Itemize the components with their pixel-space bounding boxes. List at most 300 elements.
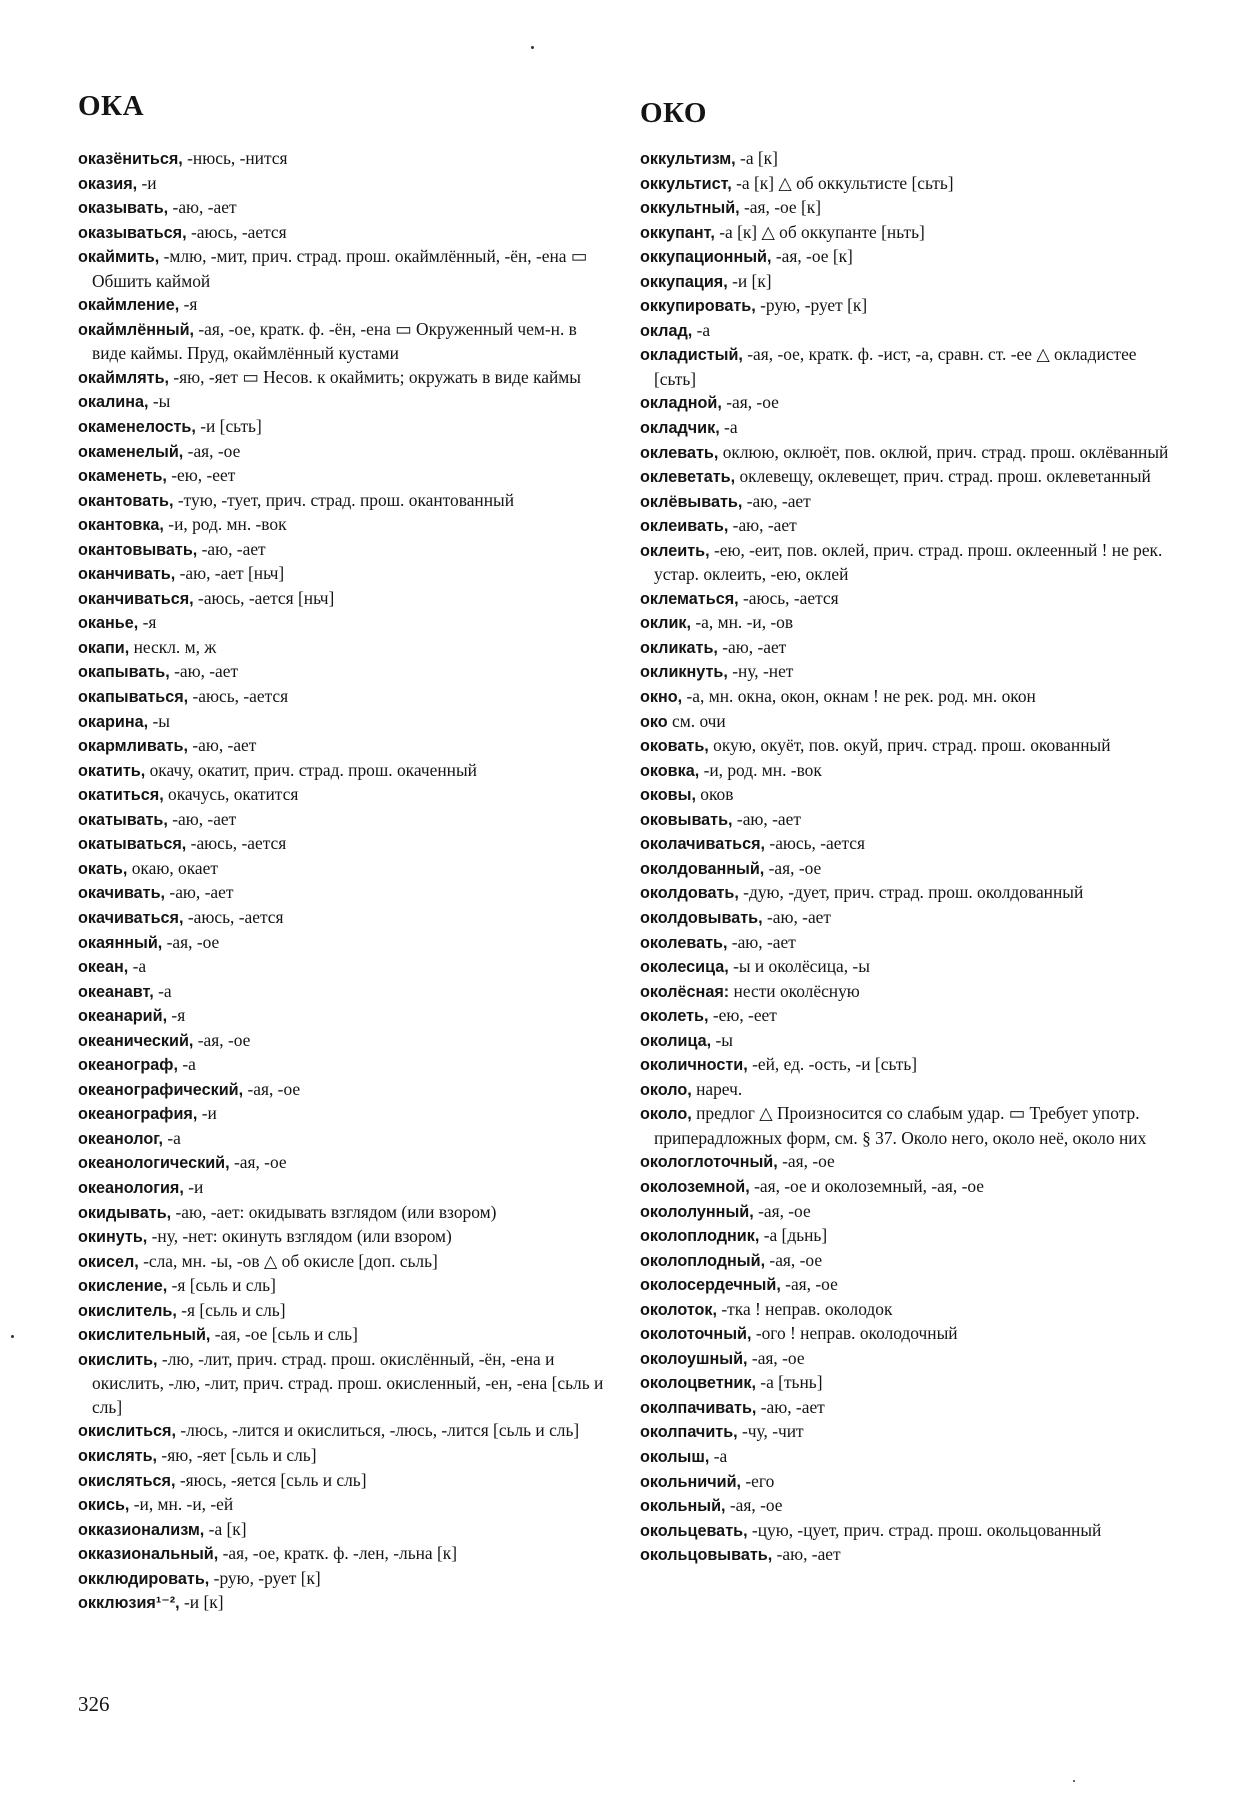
entry-headword: океанарий, bbox=[78, 1007, 168, 1026]
entry-definition: -лю, -лит, прич. страд. прош. окислённый, -ён, -ена и окислить, -лю, -лит, прич. страд. прош. окисленный, -ен, -ена [сьль и сль] bbox=[92, 1348, 604, 1417]
entry-definition: -а bbox=[153, 980, 172, 1001]
entry-definition: -люсь, -лится и окислиться, -люсь, -лится [сьль и сль] bbox=[176, 1420, 580, 1441]
entry-definition: -я [сьль и сль] bbox=[167, 1275, 276, 1296]
entry-definition: -ну, -нет: окинуть взглядом (или взором) bbox=[147, 1226, 452, 1247]
entry-definition: -и, мн. -и, -ей bbox=[129, 1494, 234, 1515]
entry-definition: -а, мн. окна, окон, окнам ! не рек. род. мн. окон bbox=[682, 686, 1036, 707]
entry-definition: -нюсь, -нится bbox=[182, 148, 288, 168]
dictionary-entry bbox=[78, 440, 608, 465]
entry-headword: околачиваться, bbox=[640, 835, 766, 854]
entry-headword: оканчивать, bbox=[78, 565, 176, 584]
dictionary-entry bbox=[640, 1445, 1170, 1470]
entry-headword: окаймление, bbox=[78, 296, 180, 315]
entry-definition: -аюсь, -ается bbox=[183, 906, 284, 927]
entry-definition: -аю, -ает bbox=[772, 1544, 841, 1565]
dictionary-entry bbox=[640, 1322, 1170, 1347]
entry-headword: окислиться, bbox=[78, 1422, 177, 1441]
entry-definition: -а [к] △ об оккультисте [сьть] bbox=[731, 172, 954, 193]
entry-headword: океанографический, bbox=[78, 1080, 244, 1099]
entry-headword: окись, bbox=[78, 1496, 130, 1515]
dictionary-entry bbox=[640, 611, 1170, 636]
dictionary-entry bbox=[640, 685, 1170, 710]
entry-headword: околпачить, bbox=[640, 1423, 738, 1442]
dictionary-entry bbox=[78, 955, 608, 980]
entry-definition: оков bbox=[695, 784, 734, 805]
entry-definition: -ая, -ое bbox=[753, 1200, 811, 1221]
entry-headword: оклад, bbox=[640, 321, 693, 340]
entry-headword: окликать, bbox=[640, 638, 718, 657]
dictionary-entry bbox=[640, 710, 1170, 735]
dictionary-entry bbox=[640, 245, 1170, 270]
entry-definition: -ну, -нет bbox=[727, 661, 794, 682]
entry-headword: окклюдировать, bbox=[78, 1569, 210, 1588]
dictionary-entry bbox=[640, 465, 1170, 490]
entry-headword: океанический, bbox=[78, 1031, 194, 1050]
dictionary-entry bbox=[78, 293, 608, 318]
entry-headword: окапываться, bbox=[78, 688, 189, 707]
dictionary-entry bbox=[640, 319, 1170, 344]
dictionary-entry bbox=[640, 441, 1170, 466]
entry-headword: окисел, bbox=[78, 1252, 139, 1271]
entry-definition: -ая, -ое bbox=[721, 392, 779, 413]
entry-definition: -ею, -еет bbox=[166, 465, 236, 486]
entry-definition: -рую, -рует [к] bbox=[755, 295, 868, 316]
dictionary-entry bbox=[640, 391, 1170, 416]
entry-headword: окислительный, bbox=[78, 1326, 211, 1345]
dictionary-entry bbox=[78, 783, 608, 808]
running-head-right: ОКО bbox=[640, 97, 707, 129]
entry-headword: океанологический, bbox=[78, 1154, 230, 1173]
dictionary-entry bbox=[78, 1493, 608, 1518]
entry-definition: -аюсь, -ается bbox=[738, 587, 839, 608]
dictionary-entry bbox=[640, 832, 1170, 857]
entry-headword: окарина, bbox=[78, 712, 149, 731]
dictionary-entry bbox=[78, 1567, 608, 1592]
entry-definition: -я bbox=[138, 612, 157, 633]
entry-definition: окачу, окатит, прич. страд. прош. окаченный bbox=[145, 759, 477, 780]
entry-definition: -аю, -ает bbox=[762, 906, 831, 927]
dictionary-entry bbox=[78, 980, 608, 1005]
entry-definition: -ая, -ое bbox=[193, 1029, 251, 1050]
entry-definition: -аюсь, -ается bbox=[765, 833, 866, 854]
entry-headword: окантовывать, bbox=[78, 540, 198, 559]
entry-headword: окатывать, bbox=[78, 810, 168, 829]
entry-headword: околоплодный, bbox=[640, 1251, 766, 1270]
entry-headword: оклеить, bbox=[640, 541, 710, 560]
entry-headword: околичности, bbox=[640, 1056, 748, 1075]
dictionary-entry bbox=[640, 1470, 1170, 1495]
dictionary-entry bbox=[78, 832, 608, 857]
dictionary-entry bbox=[640, 196, 1170, 221]
dictionary-entry bbox=[640, 906, 1170, 931]
entry-definition: -а [дьнь] bbox=[759, 1225, 828, 1246]
entry-headword: окаймлять, bbox=[78, 368, 170, 387]
entry-headword: около, bbox=[640, 1105, 692, 1124]
entry-definition: -ая, -ое bbox=[229, 1152, 287, 1173]
entry-definition: -ая, -ое bbox=[764, 857, 822, 878]
dictionary-entry bbox=[78, 906, 608, 931]
entry-definition: -аю, -ает: окидывать взглядом (или взором) bbox=[171, 1201, 497, 1222]
entry-headword: окатиться, bbox=[78, 786, 164, 805]
entry-definition: -аю, -ает bbox=[728, 515, 797, 536]
dictionary-entry bbox=[78, 390, 608, 415]
dictionary-entry bbox=[78, 857, 608, 882]
entry-definition: -сла, мн. -ы, -ов △ об окисле [доп. сьль] bbox=[138, 1250, 438, 1271]
dictionary-entry bbox=[640, 490, 1170, 515]
entry-definition: -и [к] bbox=[727, 270, 772, 291]
entry-definition: -ая, -ое [сьль и сль] bbox=[210, 1324, 358, 1345]
entry-headword: оккультист, bbox=[640, 174, 732, 193]
entry-headword: оковы, bbox=[640, 786, 696, 805]
dictionary-entry bbox=[640, 221, 1170, 246]
entry-definition: -яюсь, -яется [сьль и сль] bbox=[175, 1469, 367, 1490]
entry-headword: окислять, bbox=[78, 1446, 158, 1465]
entry-definition: -и bbox=[197, 1103, 217, 1124]
dictionary-entry bbox=[640, 1224, 1170, 1249]
entry-headword: океанолог, bbox=[78, 1129, 164, 1148]
entry-headword: окольцевать, bbox=[640, 1521, 748, 1540]
entry-headword: окладистый, bbox=[640, 346, 743, 365]
entry-definition: -аю, -ает bbox=[165, 882, 234, 903]
entry-headword: оккупировать, bbox=[640, 297, 756, 316]
entry-headword: околдованный, bbox=[640, 859, 765, 878]
dictionary-entry bbox=[640, 514, 1170, 539]
dictionary-entry bbox=[78, 1323, 608, 1348]
entry-definition: -ая, -ое и околоземный, -ая, -ое bbox=[749, 1175, 984, 1196]
entry-definition: -ая, -ое [к] bbox=[771, 246, 853, 267]
entry-headword: околпачивать, bbox=[640, 1398, 757, 1417]
entry-definition: -ая, -ое, кратк. ф. -ён, -ена ▭ Окруженный чем-н. в виде каймы. Пруд, окаймлённый кустами bbox=[92, 318, 577, 364]
dictionary-entry bbox=[640, 1347, 1170, 1372]
entry-headword: околыш, bbox=[640, 1447, 710, 1466]
dictionary-entry bbox=[640, 1150, 1170, 1175]
entry-definition: -аюсь, -ается bbox=[186, 221, 287, 242]
dictionary-entry bbox=[78, 660, 608, 685]
entry-definition: -а [тьнь] bbox=[755, 1372, 823, 1393]
entry-headword: окаймлённый, bbox=[78, 320, 195, 339]
right-column bbox=[640, 147, 1170, 1568]
dictionary-entry bbox=[78, 464, 608, 489]
dictionary-entry bbox=[640, 1078, 1170, 1103]
entry-headword: оккупант, bbox=[640, 223, 715, 242]
dictionary-entry bbox=[640, 980, 1170, 1005]
dictionary-entry bbox=[78, 759, 608, 784]
entry-headword: окапи, bbox=[78, 638, 130, 657]
entry-definition: -рую, -рует [к] bbox=[209, 1567, 321, 1588]
entry-definition: -тка ! неправ. околодок bbox=[717, 1298, 893, 1319]
dictionary-entry bbox=[78, 221, 608, 246]
entry-headword: окно, bbox=[640, 688, 683, 707]
dictionary-entry bbox=[78, 1004, 608, 1029]
entry-definition: -ая, -ое bbox=[777, 1151, 835, 1172]
entry-definition: -ая, -ое bbox=[765, 1249, 823, 1270]
dictionary-entry bbox=[640, 1494, 1170, 1519]
entry-definition: -и, род. мн. -вок bbox=[163, 514, 287, 535]
entry-definition: -аюсь, -ается [ньч] bbox=[193, 587, 335, 608]
entry-headword: околоточный, bbox=[640, 1325, 752, 1344]
dictionary-entry bbox=[78, 881, 608, 906]
entry-headword: окаменелый, bbox=[78, 442, 184, 461]
dictionary-entry bbox=[78, 1274, 608, 1299]
entry-headword: окказиональный, bbox=[78, 1545, 219, 1564]
entry-definition: -ы и околёсица, -ы bbox=[728, 956, 870, 977]
entry-definition: -аюсь, -ается bbox=[188, 686, 289, 707]
entry-definition: -а [к] △ об оккупанте [ньть] bbox=[714, 221, 925, 242]
entry-headword: околесица, bbox=[640, 958, 729, 977]
entry-headword: океанология, bbox=[78, 1178, 184, 1197]
entry-headword: околеть, bbox=[640, 1007, 709, 1026]
running-head-left: ОКА bbox=[78, 90, 145, 122]
entry-definition: -ого ! неправ. околодочный bbox=[751, 1323, 958, 1344]
entry-definition: -ая, -ое, кратк. ф. -лен, -льна [к] bbox=[218, 1543, 458, 1564]
entry-headword: окклюзия¹⁻², bbox=[78, 1594, 180, 1613]
entry-definition: -ы bbox=[148, 710, 170, 731]
entry-headword: оклик, bbox=[640, 614, 692, 633]
dictionary-entry bbox=[640, 1029, 1170, 1054]
entry-headword: окологлоточный, bbox=[640, 1153, 778, 1172]
entry-definition: -аюсь, -ается bbox=[186, 833, 287, 854]
entry-headword: око bbox=[640, 712, 668, 731]
entry-headword: окатываться, bbox=[78, 835, 187, 854]
dictionary-entry bbox=[640, 857, 1170, 882]
entry-headword: околоток, bbox=[640, 1300, 718, 1319]
entry-definition: -ая, -ое bbox=[747, 1347, 805, 1368]
entry-headword: окаянный, bbox=[78, 933, 163, 952]
dictionary-entry bbox=[78, 685, 608, 710]
dictionary-entry bbox=[78, 489, 608, 514]
entry-headword: окидывать, bbox=[78, 1203, 172, 1222]
left-column bbox=[78, 147, 608, 1616]
entry-headword: оканчиваться, bbox=[78, 589, 194, 608]
entry-definition: предлог △ Произносится со слабым удар. ▭ Требует употр. приперадложных форм, см. § 37. Около него, около неё, около них bbox=[654, 1103, 1147, 1148]
scan-speck bbox=[11, 1335, 14, 1338]
entry-headword: околица, bbox=[640, 1031, 712, 1050]
entry-definition: -аю, -ает bbox=[168, 197, 237, 218]
dictionary-entry bbox=[640, 147, 1170, 172]
dictionary-entry bbox=[640, 1004, 1170, 1029]
dictionary-entry bbox=[640, 587, 1170, 612]
entry-definition: -млю, -мит, прич. страд. прош. окаймлённый, -ён, -ена ▭ Обшить каймой bbox=[92, 246, 588, 291]
dictionary-entry bbox=[640, 783, 1170, 808]
entry-headword: окачиваться, bbox=[78, 908, 184, 927]
entry-headword: околоцветник, bbox=[640, 1374, 756, 1393]
dictionary-entry bbox=[78, 1542, 608, 1567]
entry-headword: окаймить, bbox=[78, 248, 160, 267]
entry-headword: окислить, bbox=[78, 1350, 158, 1369]
dictionary-entry bbox=[78, 808, 608, 833]
entry-definition: окачусь, окатится bbox=[163, 784, 299, 805]
dictionary-entry bbox=[78, 1029, 608, 1054]
entry-definition: -ая, -ое bbox=[183, 440, 241, 461]
entry-headword: оккультизм, bbox=[640, 150, 736, 168]
entry-headword: околевать, bbox=[640, 933, 728, 952]
entry-definition: -а bbox=[719, 417, 738, 438]
entry-definition: оклюю, оклюёт, пов. оклюй, прич. страд. прош. оклёванный bbox=[718, 441, 1169, 462]
dictionary-entry bbox=[78, 611, 608, 636]
entry-headword: околоушный, bbox=[640, 1349, 748, 1368]
entry-headword: околдовывать, bbox=[640, 908, 763, 927]
dictionary-entry bbox=[78, 587, 608, 612]
entry-headword: окачивать, bbox=[78, 884, 166, 903]
dictionary-entry bbox=[640, 734, 1170, 759]
entry-definition: -аю, -ает bbox=[169, 661, 239, 682]
entry-definition: -ая, -ое bbox=[725, 1495, 783, 1516]
entry-definition: -а bbox=[128, 956, 147, 977]
dictionary-entry bbox=[640, 808, 1170, 833]
entry-headword: оковывать, bbox=[640, 810, 733, 829]
dictionary-entry bbox=[78, 1444, 608, 1469]
entry-definition: -аю, -ает bbox=[727, 931, 796, 952]
entry-definition: -и bbox=[183, 1176, 204, 1197]
dictionary-entry bbox=[640, 416, 1170, 441]
entry-headword: оккупационный, bbox=[640, 248, 772, 267]
entry-headword: окармливать, bbox=[78, 737, 188, 756]
entry-headword: околёсная: bbox=[640, 982, 730, 1001]
entry-headword: околоплодник, bbox=[640, 1227, 760, 1246]
dictionary-entry bbox=[640, 1371, 1170, 1396]
dictionary-entry bbox=[640, 881, 1170, 906]
entry-definition: нескл. м, ж bbox=[129, 636, 217, 657]
entry-headword: окинуть, bbox=[78, 1228, 148, 1247]
dictionary-entry bbox=[78, 636, 608, 661]
dictionary-entry bbox=[640, 343, 1170, 391]
entry-headword: окапывать, bbox=[78, 663, 170, 682]
dictionary-entry bbox=[78, 1591, 608, 1616]
dictionary-entry bbox=[640, 955, 1170, 980]
entry-headword: околдовать, bbox=[640, 884, 739, 903]
dictionary-entry bbox=[78, 196, 608, 221]
dictionary-entry bbox=[640, 759, 1170, 784]
dictionary-entry bbox=[78, 415, 608, 440]
dictionary-entry bbox=[78, 318, 608, 366]
dictionary-entry bbox=[78, 1250, 608, 1275]
entry-definition: -я [сьль и сль] bbox=[176, 1299, 286, 1320]
entry-headword: окантовать, bbox=[78, 491, 174, 510]
entry-headword: оказывать, bbox=[78, 199, 169, 218]
dictionary-entry bbox=[640, 636, 1170, 661]
dictionary-entry bbox=[78, 1102, 608, 1127]
entry-headword: окладчик, bbox=[640, 419, 720, 438]
dictionary-entry bbox=[78, 931, 608, 956]
entry-definition: -аю, -ает bbox=[197, 538, 266, 559]
entry-definition: -тую, -тует, прич. страд. прош. окантованный bbox=[173, 489, 515, 510]
entry-headword: окладной, bbox=[640, 394, 722, 413]
entry-headword: оккультный, bbox=[640, 199, 740, 218]
entry-definition: -а bbox=[177, 1054, 196, 1075]
entry-definition: -я bbox=[167, 1005, 186, 1026]
dictionary-entry bbox=[78, 1201, 608, 1226]
entry-definition: -ею, -еет bbox=[708, 1005, 777, 1026]
entry-definition: -ею, -еит, пов. оклей, прич. страд. прош. оклеенный ! не рек. устар. оклеить, -ею, оклей bbox=[654, 539, 1163, 585]
entry-headword: окольцовывать, bbox=[640, 1546, 773, 1565]
dictionary-entry bbox=[640, 294, 1170, 319]
dictionary-entry bbox=[78, 1299, 608, 1324]
entry-definition: -ая, -ое bbox=[162, 931, 220, 952]
entry-headword: оканье, bbox=[78, 614, 139, 633]
dictionary-entry bbox=[78, 1348, 608, 1420]
entry-headword: окать, bbox=[78, 859, 128, 878]
entry-definition: -яю, -яет ▭ Несов. к окаймить; окружать в виде каймы bbox=[169, 366, 581, 387]
entry-definition: нести околёсную bbox=[729, 980, 860, 1001]
entry-definition: -аю, -ает bbox=[732, 808, 801, 829]
entry-definition: -ая, -ое bbox=[243, 1078, 301, 1099]
entry-headword: оклеивать, bbox=[640, 517, 729, 536]
dictionary-entry bbox=[640, 1200, 1170, 1225]
entry-definition: -яю, -яет [сьль и сль] bbox=[157, 1444, 317, 1465]
entry-headword: оковать, bbox=[640, 737, 709, 756]
entry-definition: -и [сьть] bbox=[195, 416, 262, 437]
entry-definition: -а bbox=[709, 1445, 728, 1466]
dictionary-entry bbox=[78, 734, 608, 759]
entry-headword: окислитель, bbox=[78, 1301, 177, 1320]
dictionary-entry bbox=[78, 1176, 608, 1201]
entry-definition: окаю, окает bbox=[127, 857, 218, 878]
dictionary-entry bbox=[78, 562, 608, 587]
entry-definition: -дую, -дует, прич. страд. прош. околдованный bbox=[738, 882, 1084, 903]
entry-definition: -аю, -ает bbox=[167, 808, 237, 829]
entry-headword: оклематься, bbox=[640, 589, 739, 608]
dictionary-entry bbox=[78, 1151, 608, 1176]
entry-headword: околоземной, bbox=[640, 1177, 750, 1196]
dictionary-entry bbox=[78, 147, 608, 172]
entry-headword: окатить, bbox=[78, 761, 146, 780]
entry-definition: -ы bbox=[148, 391, 171, 412]
entry-definition: -ы bbox=[711, 1029, 733, 1050]
entry-headword: окаменеть, bbox=[78, 467, 167, 486]
dictionary-entry bbox=[640, 1053, 1170, 1078]
dictionary-entry bbox=[78, 1419, 608, 1444]
dictionary-entry bbox=[640, 1519, 1170, 1544]
dictionary-entry bbox=[640, 539, 1170, 587]
dictionary-entry bbox=[640, 1102, 1170, 1150]
dictionary-entry bbox=[78, 1078, 608, 1103]
entry-definition: -ая, -ое [к] bbox=[739, 197, 822, 218]
entry-headword: оклевать, bbox=[640, 443, 719, 462]
entry-headword: оказёниться, bbox=[78, 150, 183, 168]
entry-headword: окаменелость, bbox=[78, 418, 196, 437]
entry-definition: см. очи bbox=[667, 710, 726, 731]
entry-headword: оклеветать, bbox=[640, 468, 736, 487]
entry-headword: океанавт, bbox=[78, 982, 154, 1001]
entry-headword: оказываться, bbox=[78, 223, 187, 242]
entry-definition: -а bbox=[692, 319, 711, 340]
entry-headword: окисляться, bbox=[78, 1471, 176, 1490]
entry-headword: оковка, bbox=[640, 761, 700, 780]
dictionary-entry bbox=[640, 931, 1170, 956]
dictionary-entry bbox=[78, 1469, 608, 1494]
entry-headword: оклёвывать, bbox=[640, 492, 743, 511]
dictionary-entry bbox=[640, 1249, 1170, 1274]
entry-headword: окольный, bbox=[640, 1497, 726, 1516]
entry-headword: океанография, bbox=[78, 1105, 198, 1124]
entry-headword: оккупация, bbox=[640, 272, 728, 291]
dictionary-entry bbox=[78, 710, 608, 735]
entry-definition: -а bbox=[163, 1127, 181, 1148]
entry-definition: нареч. bbox=[691, 1078, 743, 1099]
dictionary-entry bbox=[640, 660, 1170, 685]
entry-definition: -ая, -ое, кратк. ф. -ист, -а, сравн. ст. -ее △ окладистее [сьть] bbox=[654, 344, 1137, 389]
entry-definition: -аю, -ает bbox=[756, 1396, 825, 1417]
entry-definition: окую, окуёт, пов. окуй, прич. страд. прош. окованный bbox=[708, 735, 1111, 756]
entry-headword: окольничий, bbox=[640, 1472, 742, 1491]
dictionary-entry bbox=[78, 1518, 608, 1543]
entry-headword: океанограф, bbox=[78, 1056, 178, 1075]
entry-definition: -аю, -ает bbox=[717, 636, 787, 657]
dictionary-entry bbox=[640, 1396, 1170, 1421]
entry-headword: окликнуть, bbox=[640, 663, 728, 682]
dictionary-entry bbox=[640, 270, 1170, 295]
entry-definition: -и [к] bbox=[179, 1592, 224, 1613]
